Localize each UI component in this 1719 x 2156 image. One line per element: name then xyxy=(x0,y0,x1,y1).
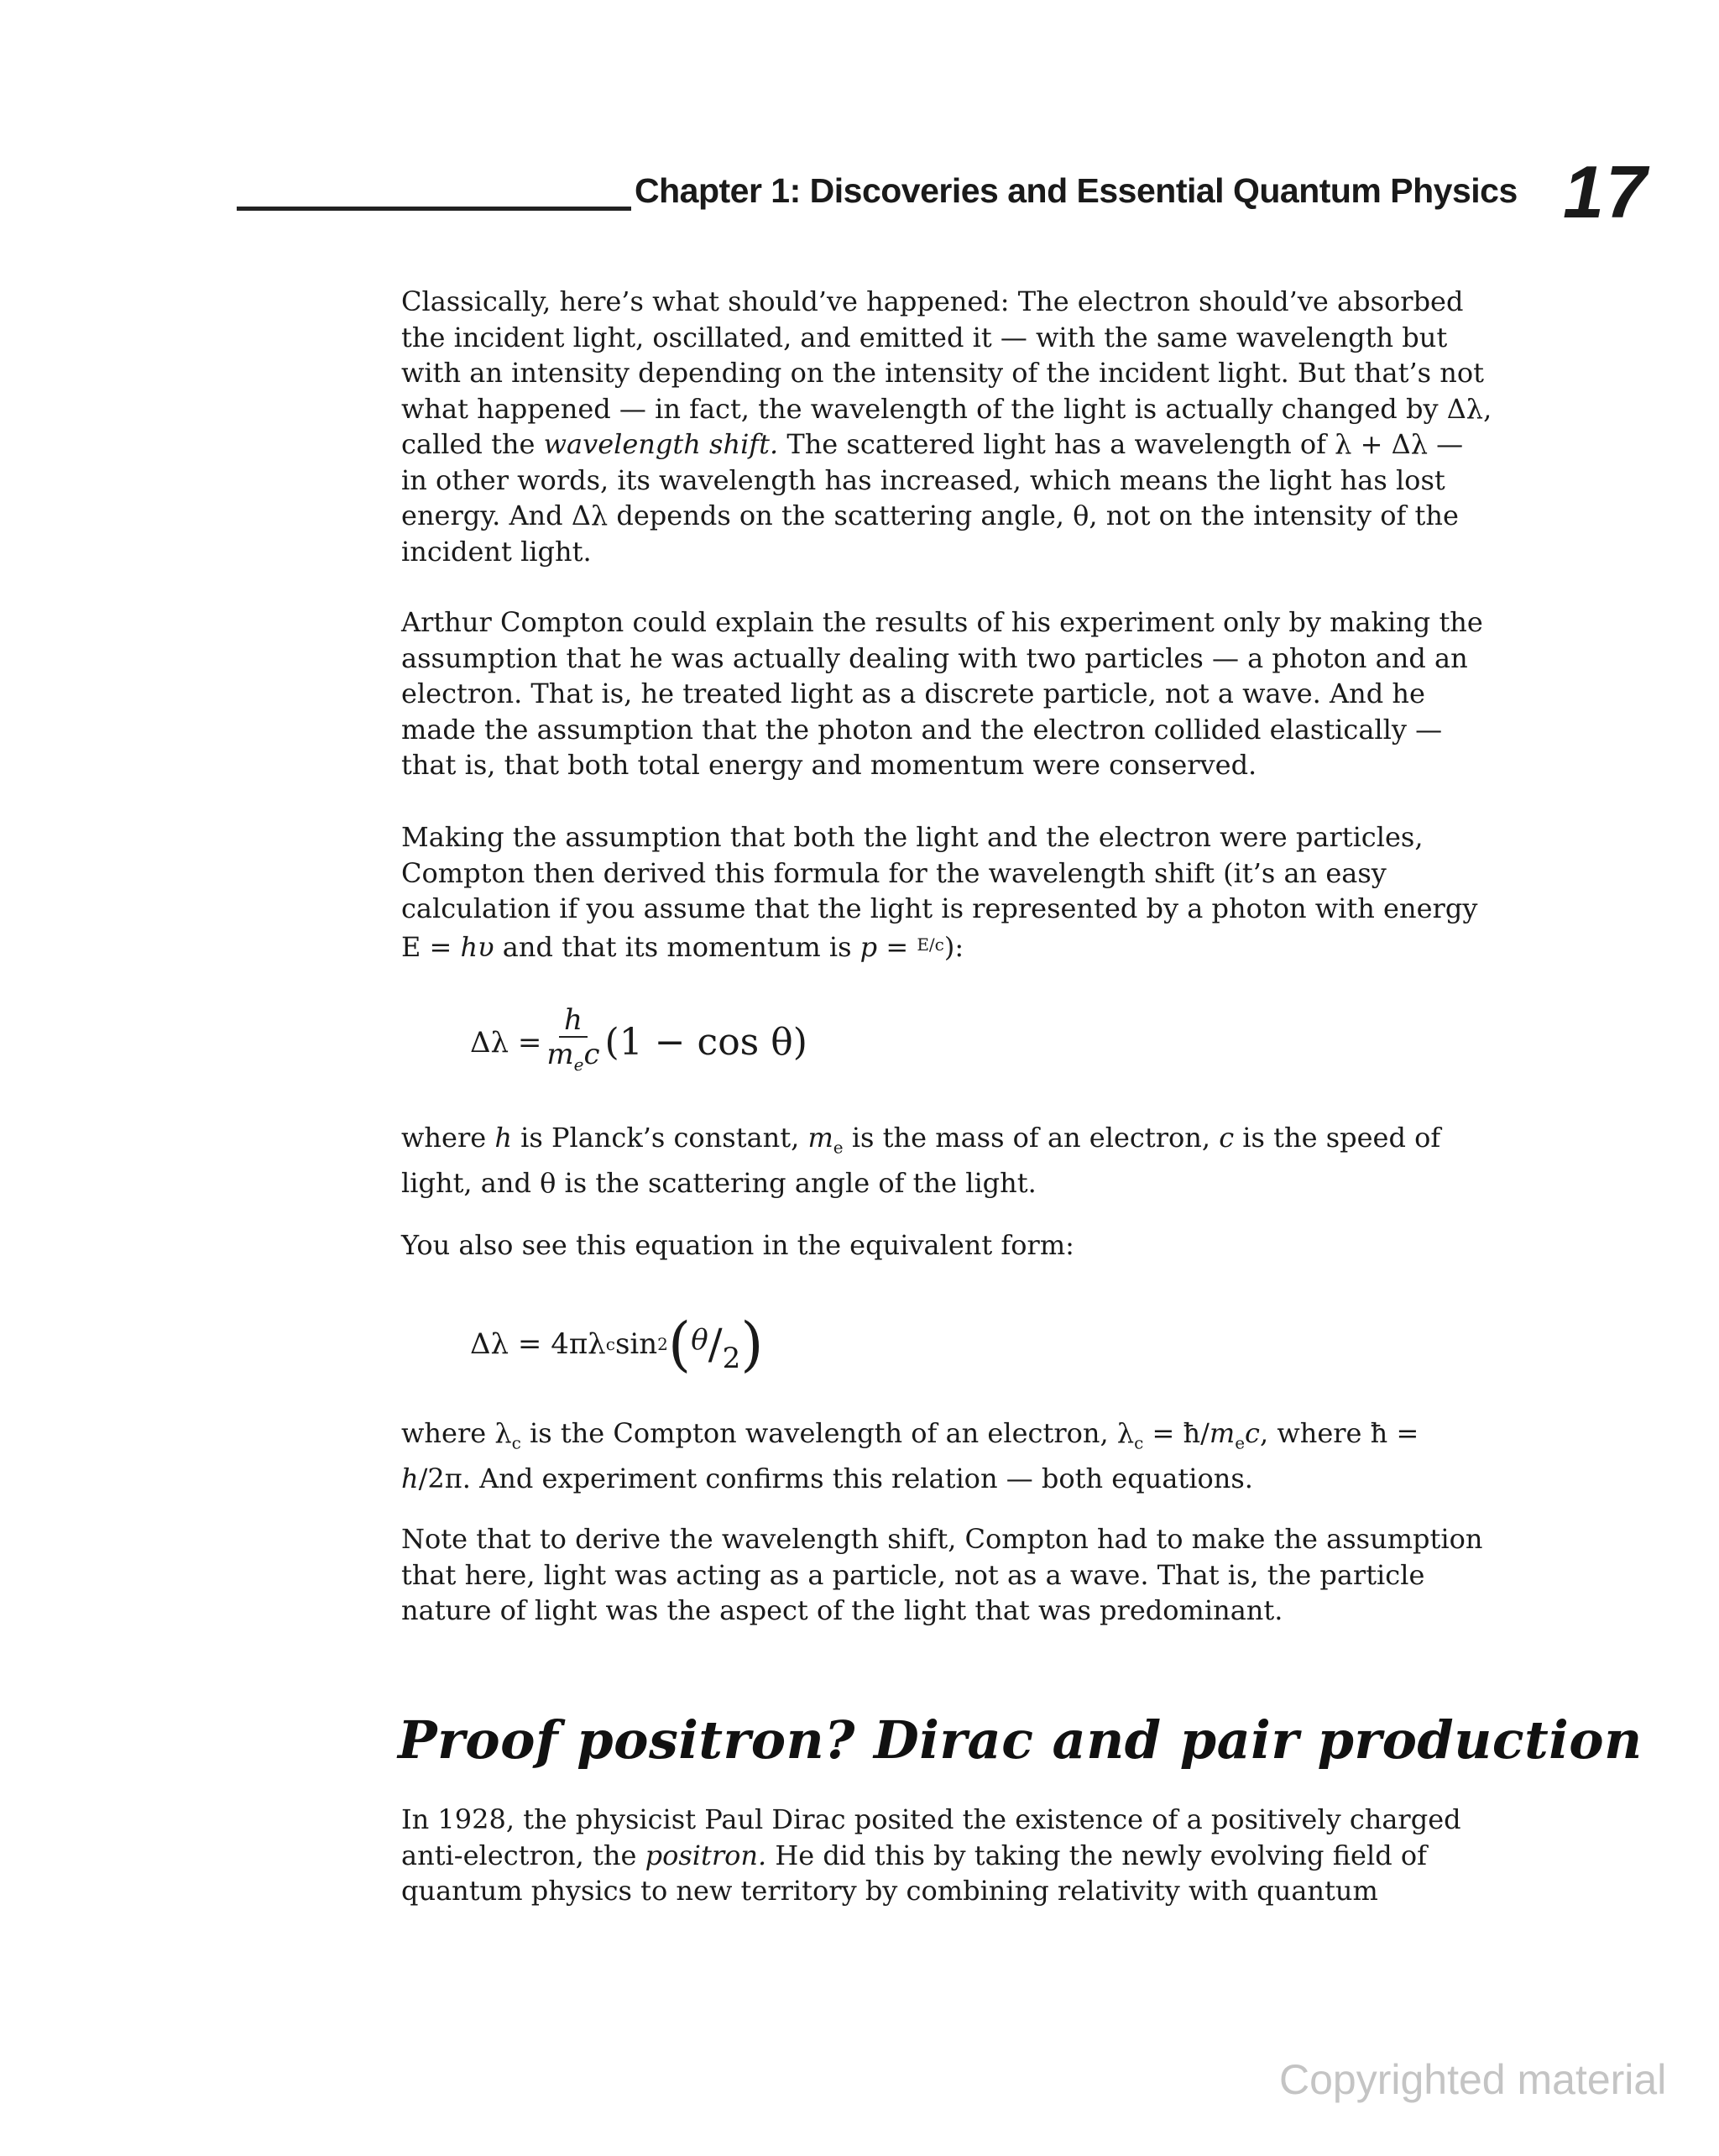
eq2-numerator: θ xyxy=(691,1323,708,1357)
eq2-open-paren: ( xyxy=(667,1310,692,1379)
p8-text: In 1928, the physicist Paul Dirac posited the existence of a positively charged anti-electron, the xyxy=(401,1803,1461,1871)
p4-h: h xyxy=(494,1122,512,1154)
paragraph-where-h xyxy=(401,1120,1492,1201)
p3-text: Making the assumption that both the light and the electron were particles, Compton then derived this formula for the wavelength shift (it’s an easy calculation if you assume that the light is represented by a photon with energy E = xyxy=(401,821,1478,963)
copyright-watermark: Copyrighted material xyxy=(1279,2056,1667,2103)
eq2-denominator: 2 xyxy=(722,1342,741,1375)
eq1-fraction xyxy=(546,1004,599,1081)
eq1-rhs: (1 − cos θ) xyxy=(604,1021,807,1065)
p3-hv: hυ xyxy=(460,930,494,963)
p4-text-end: is the speed of light, and θ is the scattering angle of the light. xyxy=(401,1122,1441,1199)
eq1-numerator: h xyxy=(559,1004,588,1038)
paragraph-compton-wavelength xyxy=(401,1416,1492,1496)
eq2-slash-fraction xyxy=(691,1320,741,1375)
p6-h: h xyxy=(401,1462,419,1494)
p6-m: m xyxy=(1209,1417,1236,1449)
p6-where: , where ħ = xyxy=(1259,1417,1419,1449)
paragraph-dirac xyxy=(401,1802,1492,1909)
eq1-den-sub: e xyxy=(573,1054,584,1075)
eq1-den-c: c xyxy=(583,1038,600,1071)
equation-compton-shift xyxy=(470,1004,807,1081)
eq2-close-paren: ) xyxy=(740,1310,764,1379)
p6-c: c xyxy=(1245,1417,1260,1449)
p6-sub-c2: c xyxy=(1134,1432,1144,1453)
paragraph-particle-nature: Note that to derive the wavelength shift, Compton had to make the assumption that here, light was acting as a particle, not as a wave. That is, the particle nature of light was the aspect of the light that was predominant. xyxy=(401,1523,1483,1626)
paragraph-assumption xyxy=(401,819,1492,965)
paragraph-compton: Arthur Compton could explain the results of his experiment only by making the assumption that he was actually dealing with two particles — a photon and an electron. That is, he treated light as a discrete particle, not a wave. And he made the assumption that the photon and the electron collided elastically — that is, that both total energy and momentum were conserved. xyxy=(401,606,1483,781)
p6-end: /2π. And experiment confirms this relation — both equations. xyxy=(418,1462,1253,1494)
p6-hbar: = ħ/ xyxy=(1143,1417,1210,1449)
header-rule xyxy=(237,207,631,211)
paragraph-classical xyxy=(401,284,1492,569)
eq1-den-m: m xyxy=(546,1038,574,1071)
p1-text-cont: The scattered light has a wavelength of λ + Δλ — in other words, its wavelength has increased, which means the light has lost energy. And Δλ depends on the scattering angle, θ, not on the intensity of the incident light. xyxy=(401,428,1464,568)
p8-text-cont: He did this by taking the newly evolving field of quantum physics to new territory by combining relativity with quantum xyxy=(401,1839,1427,1907)
term-wavelength-shift: wavelength shift. xyxy=(543,428,779,460)
section-heading: Proof positron? Dirac and pair production xyxy=(398,1709,1643,1771)
p6-text: where λ xyxy=(401,1417,512,1449)
p3-eq: = xyxy=(877,930,917,963)
p1-text: Classically, here’s what should’ve happened: The electron should’ve absorbed the incident light, oscillated, and emitted it — with the same wavelength but with an intensity depending on the intensity of the incident light. But that’s not what happened — in fact, the wavelength of the light is actually changed by Δλ, called the xyxy=(401,285,1492,460)
eq2-lhs-sub: c xyxy=(605,1334,615,1354)
p4-where: where xyxy=(401,1122,495,1154)
eq2-slash: / xyxy=(708,1320,723,1368)
eq2-lhs: Δλ = 4πλ xyxy=(470,1327,606,1361)
p4-e-sub: e xyxy=(833,1137,844,1158)
p4-text: is Planck’s constant, xyxy=(511,1122,808,1154)
eq2-sin: sin xyxy=(614,1327,658,1361)
p3-text-cont: and that its momentum is xyxy=(494,930,860,963)
p3-p: p xyxy=(860,930,878,963)
term-positron: positron. xyxy=(645,1839,767,1871)
p6-sub-e: e xyxy=(1235,1432,1246,1453)
chapter-title: Chapter 1: Discoveries and Essential Quantum Physics xyxy=(635,171,1518,210)
page-number: 17 xyxy=(1563,150,1648,233)
eq1-lhs: Δλ = xyxy=(470,1025,542,1060)
equation-compton-sin xyxy=(470,1310,764,1379)
p4-c: c xyxy=(1219,1122,1235,1154)
p6-sub-c: c xyxy=(511,1432,521,1453)
p3-end: ): xyxy=(943,930,964,963)
p4-text-cont: is the mass of an electron, xyxy=(843,1122,1220,1154)
eq2-sup: 2 xyxy=(657,1334,668,1354)
eq1-denominator xyxy=(546,1038,599,1081)
paragraph-equivalent-form: You also see this equation in the equivalent form: xyxy=(401,1229,1074,1261)
p4-me: m xyxy=(807,1122,833,1154)
p3-momentum-fraction: E/c xyxy=(917,934,944,955)
p6-text-cont: is the Compton wavelength of an electron, λ xyxy=(520,1417,1135,1449)
